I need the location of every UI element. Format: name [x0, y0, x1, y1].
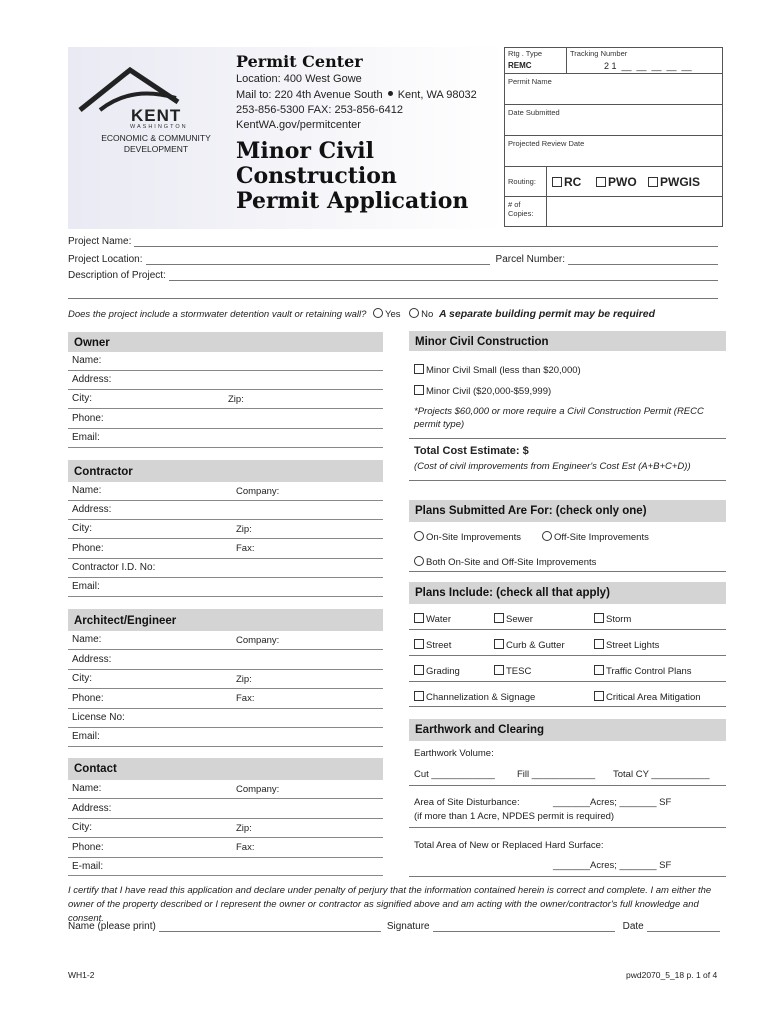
permit-center-mail: [236, 89, 477, 101]
date-field[interactable]: [647, 921, 720, 932]
architect-name-field[interactable]: Name:: [68, 631, 383, 650]
contractor-email-field[interactable]: Email:: [68, 578, 383, 597]
plan-grading[interactable]: Grading: [414, 665, 460, 677]
project-name-row[interactable]: [68, 236, 718, 247]
hard-surface-field[interactable]: _______Acres; _______ SF: [553, 860, 672, 871]
architect-heading: Architect/Engineer: [68, 609, 383, 631]
contractor-zip-label[interactable]: Zip:: [236, 524, 252, 535]
earthwork-volume-label: Earthwork Volume:: [414, 748, 494, 759]
plan-channelization-checkbox[interactable]: [414, 691, 424, 701]
description-field[interactable]: [169, 270, 718, 281]
plan-street[interactable]: Street: [414, 639, 451, 651]
yes-label: Yes: [385, 309, 401, 320]
contact-zip-label[interactable]: Zip:: [236, 823, 252, 834]
owner-name-field[interactable]: Name:: [68, 352, 383, 371]
permit-name-label: Permit Name: [508, 77, 552, 86]
dept-line-2: DEVELOPMENT: [123, 144, 189, 154]
routing-label: Routing:: [508, 177, 536, 186]
project-name-field[interactable]: [134, 236, 718, 247]
permit-center-location: Location: 400 West Gowe: [236, 73, 362, 85]
plan-street-checkbox[interactable]: [414, 639, 424, 649]
permit-center-website[interactable]: KentWA.gov/permitcenter: [236, 119, 361, 131]
plan-storm-checkbox[interactable]: [594, 613, 604, 623]
date-label: Date: [622, 921, 644, 932]
plan-tesc[interactable]: TESC: [494, 665, 531, 677]
owner-heading: Owner: [68, 332, 383, 352]
form-title-line-2: Construction: [236, 163, 397, 189]
contact-email-field[interactable]: E-mail:: [68, 858, 383, 876]
contractor-name-field[interactable]: Name:: [68, 482, 383, 501]
owner-address-field[interactable]: Address:: [68, 371, 383, 390]
signature-label: Signature: [386, 921, 430, 932]
dept-line-1: ECONOMIC & COMMUNITY: [101, 133, 211, 143]
plans-for-heading: Plans Submitted Are For: (check only one): [409, 500, 726, 522]
plan-critical-area-checkbox[interactable]: [594, 691, 604, 701]
mail-to: Mail to: 220 4th Avenue South: [236, 89, 383, 101]
routing-pwgis[interactable]: PWGIS: [648, 175, 700, 189]
plan-street-lights[interactable]: Street Lights: [594, 639, 659, 651]
routing-rc[interactable]: RC: [552, 175, 581, 189]
disturbance-label: Area of Site Disturbance:: [414, 797, 520, 808]
stormwater-question: Does the project include a stormwater detention vault or retaining wall?: [68, 309, 367, 320]
contact-phone-field[interactable]: Phone:: [68, 838, 383, 858]
routing-rc-checkbox[interactable]: [552, 177, 562, 187]
stormwater-row: [68, 308, 655, 320]
contact-heading: Contact: [68, 758, 383, 780]
permit-center-title: Permit Center: [236, 52, 363, 71]
hard-surface-label: Total Area of New or Replaced Hard Surface:: [414, 840, 604, 851]
rtg-type-label: Rtg . Type: [508, 49, 543, 58]
contact-name-field[interactable]: Name:: [68, 780, 383, 799]
print-name-label: Name (please print): [68, 921, 156, 932]
form-title-line-3: Permit Application: [236, 188, 469, 214]
routing-pwo-checkbox[interactable]: [596, 177, 606, 187]
permit-center-phone: 253-856-5300 FAX: 253-856-6412: [236, 104, 403, 116]
owner-zip-label[interactable]: Zip:: [228, 394, 244, 405]
off-site-radio[interactable]: [542, 531, 552, 541]
tracking-label: Tracking Number: [570, 49, 628, 58]
contact-company-label[interactable]: Company:: [236, 784, 280, 795]
cut-field[interactable]: Cut ____________: [414, 769, 495, 780]
architect-phone-field[interactable]: Phone:: [68, 689, 383, 709]
both-radio[interactable]: [414, 556, 424, 566]
contractor-fax-label[interactable]: Fax:: [236, 543, 255, 554]
contact-fax-label[interactable]: Fax:: [236, 842, 255, 853]
plan-critical-area[interactable]: Critical Area Mitigation: [594, 691, 701, 703]
total-cy-field[interactable]: Total CY ___________: [613, 769, 710, 780]
plan-grading-checkbox[interactable]: [414, 665, 424, 675]
contractor-city-field[interactable]: City:: [68, 520, 383, 539]
parcel-number-label: Parcel Number:: [495, 254, 565, 265]
copies-label: # of Copies:: [508, 200, 534, 218]
project-name-label: Project Name:: [68, 236, 132, 247]
both-option[interactable]: Both On-Site and Off-Site Improvements: [414, 556, 596, 568]
architect-zip-label[interactable]: Zip:: [236, 674, 252, 685]
owner-city-field[interactable]: City:: [68, 390, 383, 409]
stormwater-yes-radio[interactable]: [373, 308, 383, 318]
project-location-label: Project Location:: [68, 254, 143, 265]
contractor-company-label[interactable]: Company:: [236, 486, 280, 497]
print-name-field[interactable]: [159, 921, 381, 932]
architect-company-label[interactable]: Company:: [236, 635, 280, 646]
logo-sub: WASHINGTON: [130, 124, 188, 130]
contact-address-field[interactable]: Address:: [68, 799, 383, 819]
description-row[interactable]: [68, 270, 718, 281]
rtg-type-value: REMC: [508, 61, 532, 70]
form-title-line-1: Minor Civil: [236, 138, 374, 164]
owner-email-field[interactable]: Email:: [68, 429, 383, 448]
architect-email-field[interactable]: Email:: [68, 728, 383, 747]
routing-pwgis-checkbox[interactable]: [648, 177, 658, 187]
contractor-heading: Contractor: [68, 460, 383, 482]
plan-curb-gutter-checkbox[interactable]: [494, 639, 504, 649]
logo-name: KENT: [131, 106, 182, 125]
owner-phone-field[interactable]: Phone:: [68, 409, 383, 429]
form-title: [236, 139, 468, 214]
contractor-address-field[interactable]: Address:: [68, 501, 383, 520]
architect-license-field[interactable]: License No:: [68, 709, 383, 728]
certification-statement: I certify that I have read this application and declare under penalty of perjury that the information contained herein is correct and complete. I am either the owner of the property described or I represent the owner or contractor as signified above and am acting with the owner/contractor's full knowledge and consent.: [68, 885, 712, 924]
plan-tesc-checkbox[interactable]: [494, 665, 504, 675]
minor-civil-large-checkbox[interactable]: [414, 385, 424, 395]
plan-storm[interactable]: Storm: [594, 613, 631, 625]
civil-permit-note: *Projects $60,000 or more require a Civil Construction Permit (RECC permit type): [414, 406, 704, 430]
minor-civil-small-checkbox[interactable]: [414, 364, 424, 374]
minor-civil-large-option[interactable]: Minor Civil ($20,000-$59,999): [414, 385, 551, 397]
project-location-row[interactable]: [68, 254, 718, 265]
off-site-option[interactable]: Off-Site Improvements: [542, 531, 649, 543]
plan-traffic-control-checkbox[interactable]: [594, 665, 604, 675]
contractor-phone-field[interactable]: Phone:: [68, 539, 383, 559]
architect-address-field[interactable]: Address:: [68, 650, 383, 670]
date-submitted-label: Date Submitted: [508, 108, 560, 117]
plan-water-checkbox[interactable]: [414, 613, 424, 623]
plan-sewer[interactable]: Sewer: [494, 613, 533, 625]
signature-field[interactable]: [433, 921, 615, 932]
on-site-option[interactable]: On-Site Improvements: [414, 531, 521, 543]
routing-pwo[interactable]: PWO: [596, 175, 637, 189]
architect-city-field[interactable]: City:: [68, 670, 383, 689]
description-label: Description of Project:: [68, 270, 166, 281]
separate-permit-note: A separate building permit may be required: [438, 308, 656, 320]
plan-sewer-checkbox[interactable]: [494, 613, 504, 623]
project-location-field[interactable]: [146, 254, 490, 265]
on-site-radio[interactable]: [414, 531, 424, 541]
stormwater-no-radio[interactable]: [409, 308, 419, 318]
total-cost-label[interactable]: Total Cost Estimate: $: [414, 445, 529, 457]
bullet-icon: [388, 91, 393, 96]
description-field-line-2[interactable]: [68, 298, 718, 299]
department-name: [96, 133, 216, 155]
footer-page-info: pwd2070_5_18 p. 1 of 4: [626, 970, 718, 980]
earthwork-heading: Earthwork and Clearing: [409, 719, 726, 741]
contractor-id-field[interactable]: Contractor I.D. No:: [68, 559, 383, 578]
contact-city-field[interactable]: City:: [68, 819, 383, 838]
no-label: No: [421, 309, 434, 320]
plan-street-lights-checkbox[interactable]: [594, 639, 604, 649]
projected-review-label: Projected Review Date: [508, 139, 585, 148]
minor-civil-small-option[interactable]: Minor Civil Small (less than $20,000): [414, 364, 581, 376]
signature-row: [68, 921, 720, 932]
plan-traffic-control[interactable]: Traffic Control Plans: [594, 665, 692, 677]
tracking-number[interactable]: 2 1 __ __ __ __ __: [604, 61, 692, 71]
footer-form-code: WH1-2: [68, 970, 95, 980]
total-cost-note: (Cost of civil improvements from Engineer's Cost Est (A+B+C+D)): [414, 461, 691, 472]
npdes-note: (if more than 1 Acre, NPDES permit is required): [414, 811, 615, 822]
plan-channelization[interactable]: Channelization & Signage: [414, 691, 535, 703]
architect-fax-label[interactable]: Fax:: [236, 693, 255, 704]
mail-city: Kent, WA 98032: [397, 89, 477, 101]
plans-include-heading: Plans Include: (check all that apply): [409, 582, 726, 604]
plan-curb-gutter[interactable]: Curb & Gutter: [494, 639, 565, 651]
minor-civil-heading: Minor Civil Construction: [409, 331, 726, 351]
disturbance-field[interactable]: _______Acres; _______ SF: [553, 797, 672, 808]
parcel-number-field[interactable]: [568, 254, 718, 265]
plan-water[interactable]: Water: [414, 613, 451, 625]
fill-field[interactable]: Fill ____________: [517, 769, 596, 780]
